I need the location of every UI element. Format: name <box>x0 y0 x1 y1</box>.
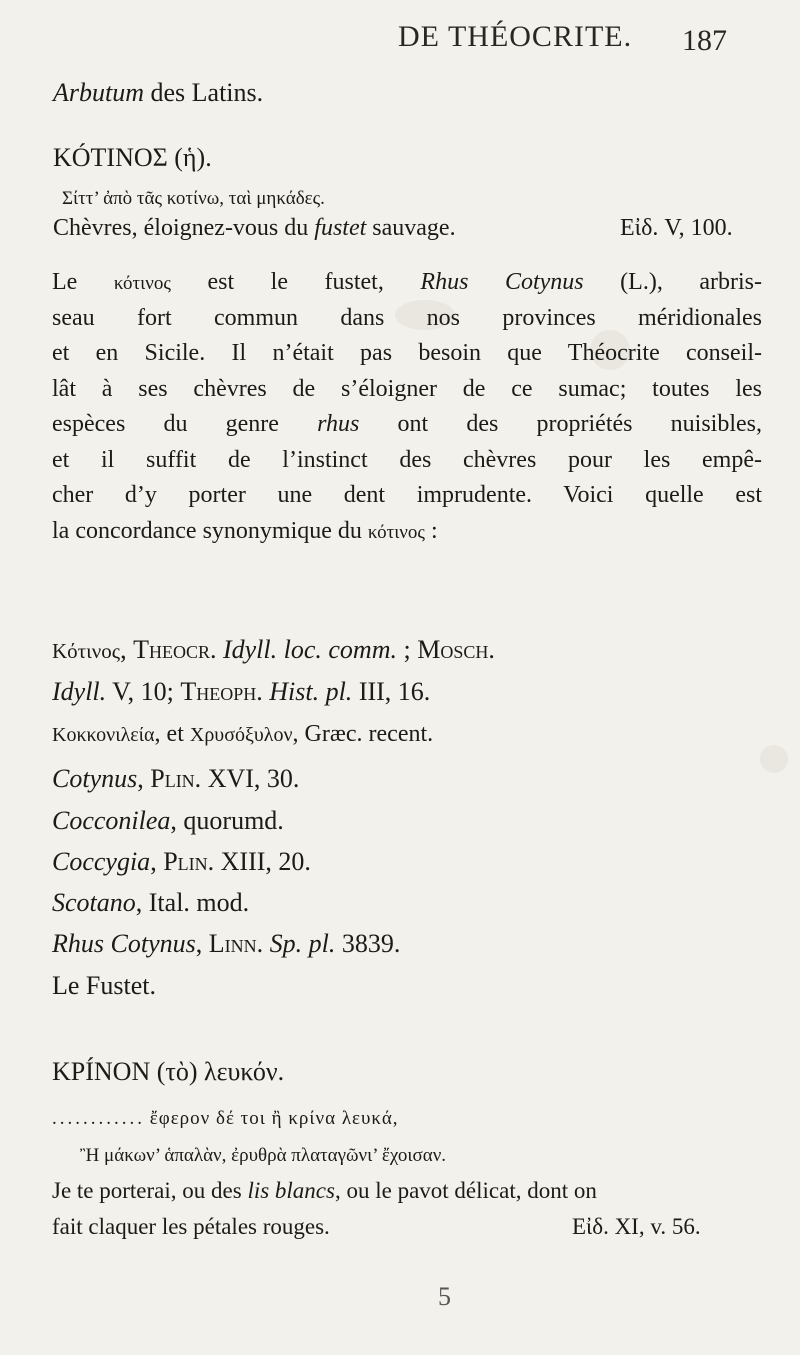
citation: , quorumd. <box>170 806 284 835</box>
synonym-line-3 <box>52 721 433 748</box>
separator: , <box>120 635 134 664</box>
greek-word: Κοκκονιλεία <box>52 724 155 746</box>
page-number: 187 <box>682 24 727 57</box>
synonym-line-4 <box>52 764 299 794</box>
kotinos-paragraph <box>52 265 762 549</box>
ellipsis-dots: ............ <box>52 1108 145 1129</box>
paragraph-line: espèces du genre rhus ont des propriétés nuisibles, <box>52 411 762 437</box>
running-header: DE THÉOCRITE. <box>398 20 633 53</box>
author-name: Theocr. <box>133 635 217 664</box>
citation: , Ital. mod. <box>135 888 250 917</box>
greek-word: κότινος <box>113 273 171 294</box>
paragraph-line: et il suffit de l’instinct des chèvres pour les empê- <box>52 446 762 473</box>
krinon-verse-2: Ἢ μάκων’ ἁπαλὰν, ἐρυθρὰ πλαταγῶνι’ ἔχοισαν. <box>80 1145 447 1166</box>
work-title: Idyll. loc. comm. <box>216 635 397 664</box>
author-name: Plin. <box>163 847 215 876</box>
paper-stain <box>760 745 788 773</box>
synonym-line-2 <box>52 677 430 707</box>
author-name: Mosch. <box>417 635 495 664</box>
synonym-line-8 <box>52 929 400 959</box>
krinon-translation-1 <box>52 1178 597 1204</box>
separator: , <box>195 929 209 958</box>
latin-name: Cocconilea <box>52 806 171 835</box>
work-title: Idyll. <box>52 677 107 706</box>
citation: V, 10; <box>106 677 181 706</box>
kotinos-reference: Εἰδ. V, 100. <box>620 215 733 241</box>
paragraph-line: cher d’y porter une dent imprudente. Voici quelle est <box>52 482 762 508</box>
work-title: Hist. pl. <box>262 677 353 706</box>
krinon-translation-2: fait claquer les pétales rouges. <box>52 1214 330 1239</box>
work-title: Sp. pl. <box>263 929 336 958</box>
synonym-line-7 <box>52 888 249 918</box>
citation: XVI, 30. <box>201 764 300 793</box>
author-name: Plin. <box>150 764 202 793</box>
paragraph-line: seau fort commun dans nos provinces méridionales <box>52 304 762 331</box>
citation: XIII, 20. <box>214 847 311 876</box>
author-name: Theoph. <box>180 677 263 706</box>
latin-name: Coccygia <box>52 847 151 876</box>
signature-mark: 5 <box>438 1282 451 1311</box>
paragraph-line: lât à ses chèvres de s’éloigner de ce sumac; toutes les <box>52 375 762 402</box>
translation-text: , ou le pavot délicat, dont on <box>334 1178 597 1203</box>
synonym-line-9: Le Fustet. <box>52 971 156 1000</box>
paragraph-line: Le κότινος est le fustet, Rhus Cotynus (L.), arbris- <box>52 269 763 295</box>
translation-text: Je te porterai, ou des <box>52 1178 248 1203</box>
arbutum-line <box>53 80 263 106</box>
translation-text: Chèvres, éloignez-vous du <box>53 215 315 241</box>
krinon-verse-1 <box>52 1108 399 1130</box>
latin-name: Cotynus <box>52 764 138 793</box>
latin-name: Rhus Cotynus <box>52 929 196 958</box>
paragraph-line: et en Sicile. Il n’était pas besoin que Théocrite conseil- <box>52 340 762 366</box>
paragraph-line: la concordance synonymique du κότινος : <box>52 517 438 544</box>
citation: 3839. <box>335 929 401 958</box>
kotinos-translation <box>53 216 456 240</box>
arbutum-italic: Arbutum <box>53 78 144 107</box>
translation-text: sauvage. <box>366 215 456 241</box>
translation-italic: lis blancs <box>247 1178 335 1203</box>
author-name: Linn. <box>208 929 264 958</box>
verse-text: ἔφερον δέ τοι ἢ κρίνα λευκά, <box>149 1108 399 1129</box>
synonym-line-1 <box>52 635 495 665</box>
greek-word: Χρυσόξυλον <box>189 724 293 746</box>
greek-word: Κότινος <box>52 639 121 663</box>
krinon-reference: Εἰδ. XI, v. 56. <box>572 1214 701 1239</box>
kotinos-heading: KÓTINOΣ (ἡ). <box>53 143 212 172</box>
synonym-line-5 <box>52 806 284 836</box>
separator: , <box>137 764 151 793</box>
separator: , <box>150 847 164 876</box>
citation: III, 16. <box>352 677 431 706</box>
separator: , et <box>154 721 190 747</box>
translation-italic: fustet <box>314 215 367 241</box>
citation: , Græc. recent. <box>292 721 434 747</box>
latin-name: Scotano <box>52 888 136 917</box>
krinon-heading: KPÍNON (τὸ) λευκόν. <box>52 1057 285 1086</box>
separator: ; <box>396 635 418 664</box>
synonym-line-6 <box>52 847 311 877</box>
arbutum-rest: des Latins. <box>144 78 264 107</box>
kotinos-verse: Σίττ’ ἀπὸ τᾶς κοτίνω, ταὶ μηκάδες. <box>62 188 325 209</box>
